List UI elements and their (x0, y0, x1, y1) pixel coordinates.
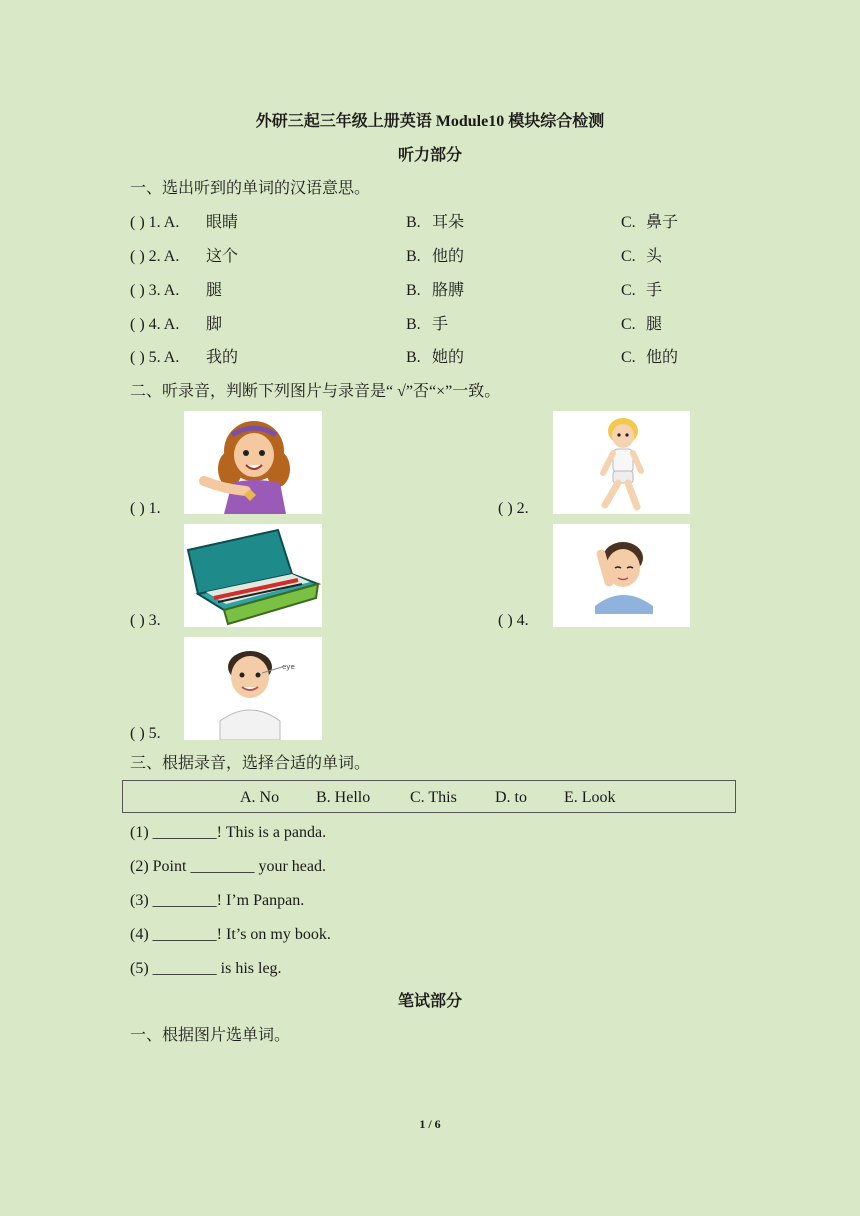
section1-instruction: 一、选出听到的单词的汉语意思。 (130, 180, 371, 197)
option-b: 他的 (432, 248, 465, 265)
question-number: ( ) 2. A. (130, 248, 180, 265)
section2-item-4-label: ( ) 4. (498, 612, 529, 629)
option-b-label: B. (406, 349, 421, 366)
option-a: 腿 (206, 282, 223, 299)
option-c: 腿 (646, 316, 663, 333)
option-c: 他的 (646, 349, 679, 366)
option-b: 她的 (432, 349, 465, 366)
section2-instruction: 二、听录音，判断下列图片与录音是“ √”否“×”一致。 (130, 383, 501, 400)
option-b: 胳膊 (432, 282, 465, 299)
option-c-label: C. (621, 349, 636, 366)
option-b-label: B. (406, 248, 421, 265)
question-number: ( ) 4. A. (130, 316, 180, 333)
girl-pointing-arm-image (184, 411, 322, 514)
option-b-label: B. (406, 316, 421, 333)
word-option-c: C. This (410, 789, 457, 806)
option-b: 手 (432, 316, 449, 333)
option-b-label: B. (406, 282, 421, 299)
fill-sentence-1: (1) ________! This is a panda. (130, 824, 327, 841)
section2-item-2-label: ( ) 2. (498, 500, 529, 517)
section3-instruction: 三、根据录音，选择合适的单词。 (130, 755, 371, 772)
boy-eye-label-image (184, 637, 322, 740)
fill-sentence-5: (5) ________ is his leg. (130, 960, 282, 977)
writing-heading: 笔试部分 (397, 993, 462, 1010)
fill-sentence-3: (3) ________! I’m Panpan. (130, 892, 305, 909)
option-c: 鼻子 (646, 214, 679, 231)
option-a: 脚 (206, 316, 223, 333)
option-c: 手 (646, 282, 663, 299)
written-section1-instruction: 一、根据图片选单词。 (130, 1027, 291, 1044)
eye-label-text: eye (282, 663, 295, 671)
word-option-b: B. Hello (316, 789, 371, 806)
option-a: 我的 (206, 349, 239, 366)
option-b: 耳朵 (432, 214, 465, 231)
option-c-label: C. (621, 214, 636, 231)
word-option-a: A. No (240, 789, 280, 806)
question-number: ( ) 5. A. (130, 349, 180, 366)
word-bank-box (122, 780, 736, 813)
section2-item-3-label: ( ) 3. (130, 612, 161, 629)
word-option-d: D. to (495, 789, 527, 806)
option-c-label: C. (621, 282, 636, 299)
option-c: 头 (646, 248, 663, 265)
section2-item-5-label: ( ) 5. (130, 725, 161, 742)
option-a: 眼睛 (206, 214, 239, 231)
word-option-e: E. Look (564, 789, 616, 806)
option-c-label: C. (621, 248, 636, 265)
question-number: ( ) 1. A. (130, 214, 180, 231)
listening-heading: 听力部分 (397, 147, 462, 164)
boy-touching-ear-image (553, 524, 690, 627)
page-number: 1 / 6 (419, 1117, 441, 1131)
fill-sentence-4: (4) ________! It’s on my book. (130, 926, 331, 943)
question-number: ( ) 3. A. (130, 282, 180, 299)
page-title: 外研三起三年级上册英语 Module10 模块综合检测 (255, 113, 605, 130)
fill-sentence-2: (2) Point ________ your head. (130, 858, 326, 875)
option-b-label: B. (406, 214, 421, 231)
option-a: 这个 (206, 248, 239, 265)
option-c-label: C. (621, 316, 636, 333)
section2-item-1-label: ( ) 1. (130, 500, 161, 517)
pencil-case-image (184, 524, 322, 627)
boy-standing-image (553, 411, 690, 514)
